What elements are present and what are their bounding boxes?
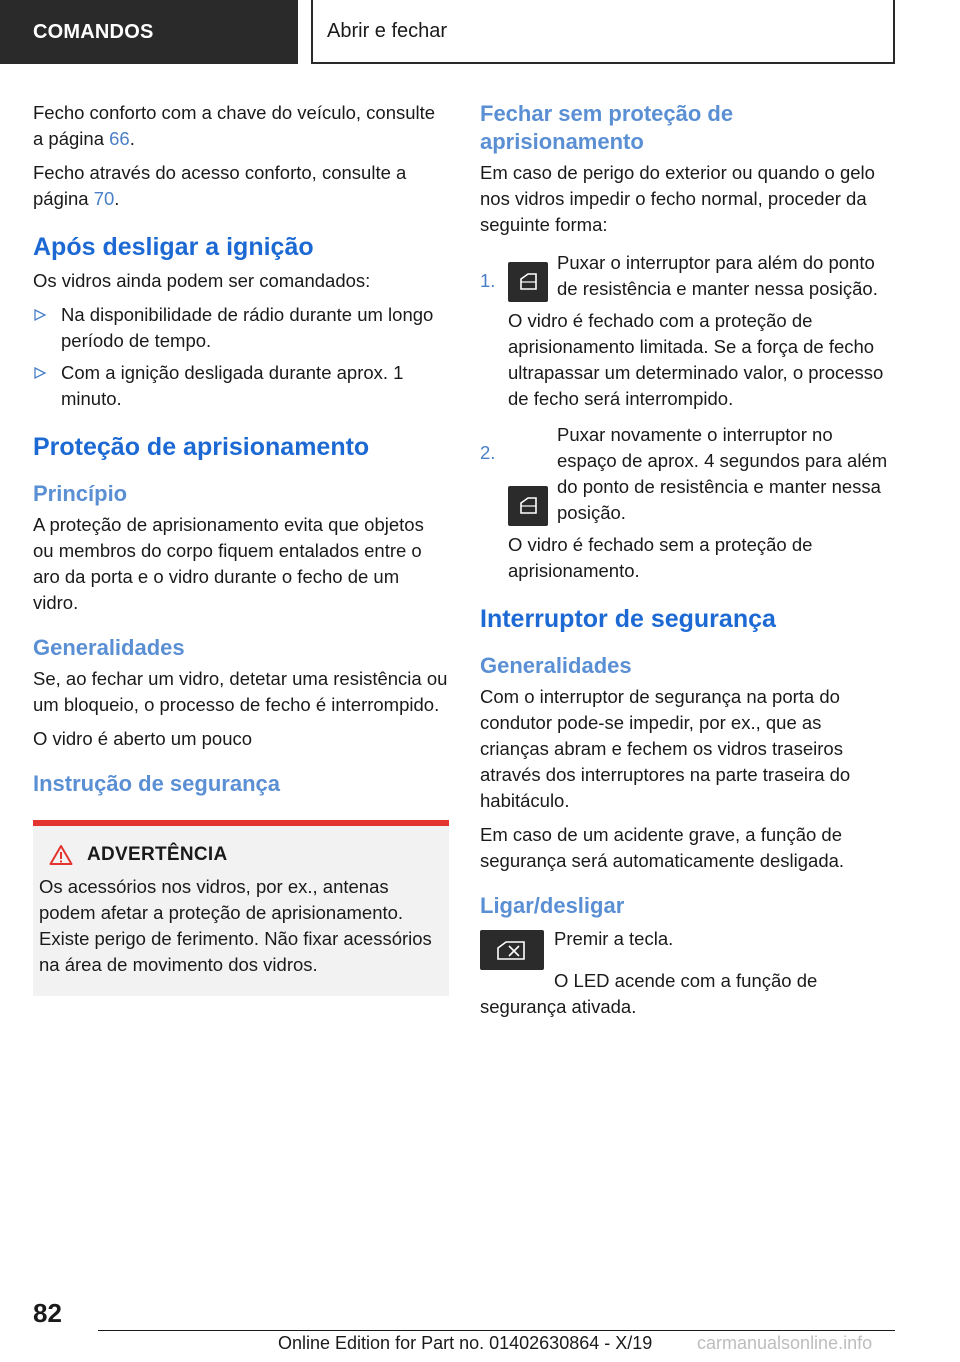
- intro-paragraph-1: [33, 100, 449, 152]
- principio-text: A proteção de aprisionamento evita que objetos ou membros do corpo fiquem entalados entre o aro da porta e o vidro durante o fecho de um vidro.: [33, 514, 424, 613]
- intro-2-text: Fecho através do acesso conforto, consulte a página: [33, 162, 407, 209]
- intro-2-end: .: [114, 188, 120, 209]
- window-switch-button-icon: [508, 262, 548, 302]
- intro-1-text: Fecho conforto com a chave do veículo, consulte a página: [33, 102, 436, 149]
- header-chapter: Abrir e fechar: [311, 0, 895, 64]
- left-column: [33, 100, 449, 996]
- list-item: [480, 422, 894, 584]
- step-number: 2.: [480, 442, 496, 463]
- step-line: [508, 250, 894, 302]
- apos-bullet-list: [33, 302, 449, 412]
- list-item: [480, 250, 894, 412]
- bullet-text: Com a ignição desligada durante aprox. 1 minuto.: [61, 362, 404, 409]
- step-line: [508, 422, 894, 526]
- generalidades-text-1: Se, ao fechar um vidro, detetar uma resistência ou um bloqueio, o processo de fecho é interrompido.: [33, 668, 448, 715]
- header-section: COMANDOS: [0, 0, 298, 64]
- intro-1-end: .: [129, 128, 135, 149]
- window-switch-button-icon: [508, 486, 548, 526]
- fechar-text: Em caso de perigo do exterior ou quando o gelo nos vidros impedir o fecho normal, proceder da seguinte forma:: [480, 162, 875, 235]
- ligar-text-2: O LED acende com a função de segurança ativada.: [480, 970, 818, 1017]
- page-number: 82: [33, 1298, 62, 1328]
- step-instruction: Puxar o interruptor para além do ponto de resistência e manter nessa posição.: [557, 252, 878, 299]
- interruptor-text-1: Com o interruptor de segurança na porta do condutor pode-se impedir, por ex., que as crianças abram e fechem os vidros traseiros através dos interruptores na parte traseira do habitáculo.: [480, 686, 851, 811]
- page-link-70[interactable]: 70: [93, 188, 115, 209]
- step-instruction: Puxar novamente o interruptor no espaço de aprox. 4 segundos para além do ponto de resistência e manter nessa posição.: [557, 424, 888, 523]
- warning-triangle-icon: [49, 844, 73, 866]
- heading-instrucao-seguranca: Instrução de segurança: [33, 771, 280, 796]
- intro-paragraph-2: [33, 160, 449, 212]
- warning-box: [33, 820, 449, 996]
- footer-edition: Online Edition for Part no. 01402630864 - X/19: [278, 1333, 653, 1353]
- page-link-66[interactable]: 66: [109, 128, 130, 149]
- warning-header: [39, 844, 441, 866]
- footer-watermark: carmanualsonline.info: [697, 1333, 873, 1353]
- steps-list: [480, 250, 894, 584]
- ligar-text-1: Premir a tecla.: [554, 928, 674, 949]
- generalidades-text-2: O vidro é aberto um pouco: [33, 728, 253, 749]
- apos-text: Os vidros ainda podem ser comandados:: [33, 270, 371, 291]
- heading-ligar-desligar: Ligar/desligar: [480, 893, 625, 918]
- right-column: [480, 100, 894, 1028]
- footer-divider: [98, 1330, 895, 1331]
- heading-protecao: Proteção de aprisionamento: [33, 433, 370, 461]
- step-number: 1.: [480, 270, 496, 291]
- warning-title: ADVERTÊNCIA: [87, 844, 228, 865]
- triangle-bullet-icon: [33, 360, 47, 386]
- step-detail: O vidro é fechado sem a proteção de aprisionamento.: [508, 534, 813, 581]
- list-item: [33, 360, 449, 412]
- ligar-text-block: [554, 926, 673, 970]
- warning-text: Os acessórios nos vidros, por ex., antenas podem afetar a proteção de aprisionamento. Existe perigo de ferimento. Não fixar acessórios na área de movimento dos vidros.: [39, 876, 432, 975]
- bullet-text: Na disponibilidade de rádio durante um longo período de tempo.: [61, 304, 434, 351]
- heading-apos-desligar: Após desligar a ignição: [33, 233, 314, 261]
- safety-switch-button-icon: [480, 930, 544, 970]
- heading-interruptor-seguranca: Interruptor de segurança: [480, 605, 776, 633]
- safety-switch-row: [480, 926, 894, 970]
- list-item: [33, 302, 449, 354]
- heading-fechar-sem-protecao: Fechar sem proteção de aprisionamento: [480, 101, 734, 154]
- heading-principio: Princípio: [33, 481, 128, 506]
- heading-generalidades-left: Generalidades: [33, 635, 185, 660]
- interruptor-text-2: Em caso de um acidente grave, a função de segurança será automaticamente desligada.: [480, 824, 845, 871]
- heading-generalidades-right: Generalidades: [480, 653, 632, 678]
- step-detail: O vidro é fechado com a proteção de aprisionamento limitada. Se a força de fecho ultrapassar um determinado valor, o processo de fecho será interrompido.: [508, 310, 884, 409]
- triangle-bullet-icon: [33, 302, 47, 328]
